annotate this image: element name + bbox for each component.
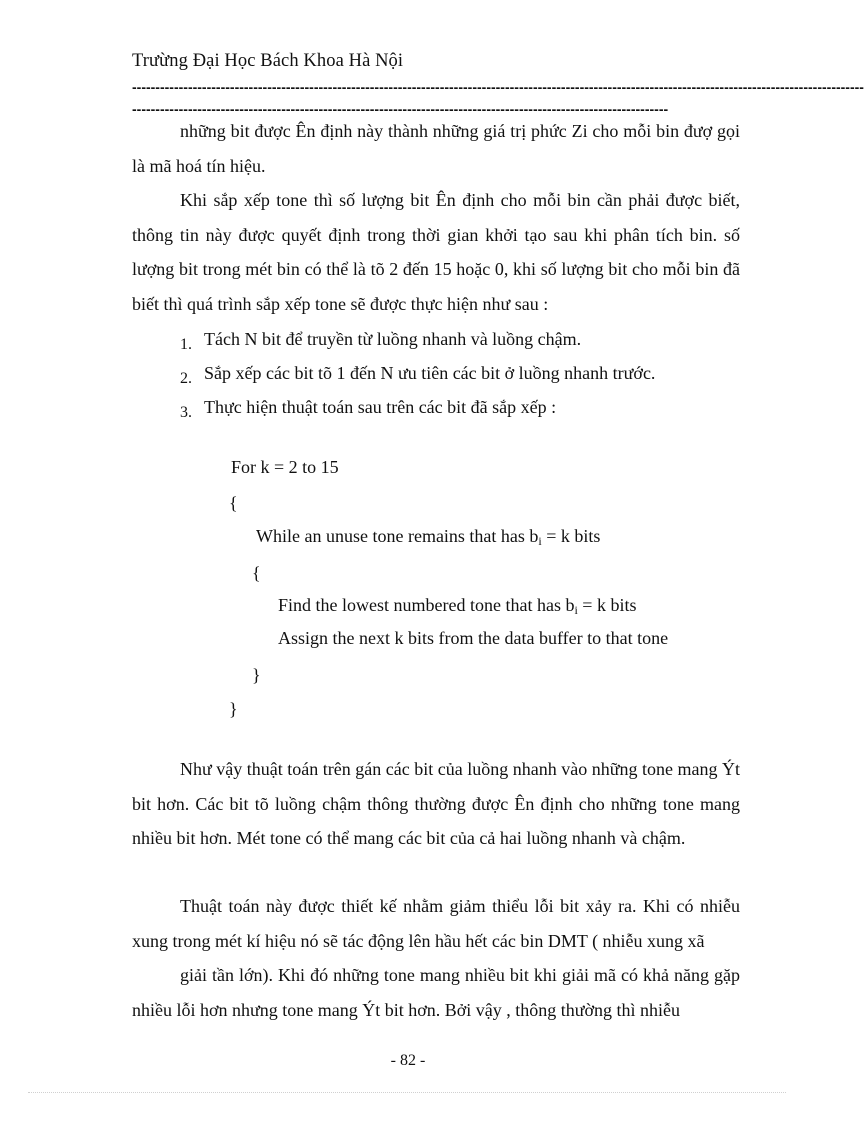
code-find-tail: = k bits <box>577 595 637 615</box>
list-item <box>180 390 556 426</box>
code-find-text: Find the lowest numbered tone that has b <box>278 595 575 615</box>
page-header-title: Trưừng Đại Học Bách Khoa Hà Nội <box>132 51 404 71</box>
code-while-tail: = k bits <box>541 526 601 546</box>
code-for-line: For k = 2 to 15 <box>231 457 339 477</box>
code-open-brace-inner: { <box>252 563 261 583</box>
code-open-brace-outer: { <box>229 493 238 513</box>
header-separator-line-2: ------------------------------------------------------------------------------------------------------------------- <box>132 101 669 117</box>
paragraph-2 <box>132 183 740 321</box>
paragraph-3 <box>132 752 740 856</box>
list-item-number: 3. <box>180 404 192 421</box>
list-item <box>180 356 655 392</box>
list-item-number: 1. <box>180 336 192 353</box>
code-while-text: While an unuse tone remains that has b <box>256 526 539 546</box>
list-item-text: Sắp xếp các bit tõ 1 đến N ưu tiên các bit ở luồng nhanh trước. <box>204 363 656 383</box>
paragraph-1-text: những bit được Ên định này thành những giá trị phức Zi cho mỗi bin đượ gọi là mã hoá tín hiệu. <box>132 121 740 176</box>
code-while-subscript: i <box>538 534 542 548</box>
list-item <box>180 322 581 358</box>
paragraph-3-text: Như vậy thuật toán trên gán các bit của luồng nhanh vào những tone mang Ýt bit hơn. Các bit tõ luồng chậm thông thường được Ên định cho những tone mang nhiều bit hơn. Mét tone có thể mang các bit của cả hai luồng nhanh và chậm. <box>132 759 740 848</box>
page-number: - 82 - <box>390 1052 426 1069</box>
code-close-brace-outer: } <box>229 699 238 719</box>
list-item-text: Thực hiện thuật toán sau trên các bit đã sắp xếp : <box>204 397 557 417</box>
paragraph-2-text: Khi sắp xếp tone thì số lượng bit Ên định cho mỗi bin cần phải được biết, thông tin này được quyết định trong thời gian khởi tạo sau khi phân tích bin. số lượng bit trong mét bin có thể là tõ 2 đến 15 hoặc 0, khi số lượng bit cho mỗi bin đã biết thì quá trình sắp xếp tone sẽ được thực hiện như sau : <box>132 190 740 314</box>
code-while-line <box>256 519 600 558</box>
paragraph-1 <box>132 114 740 183</box>
paragraph-4-text: Thuật toán này được thiết kế nhằm giảm thiểu lỗi bit xảy ra. Khi có nhiễu xung trong mét kí hiệu nó sẽ tác động lên hầu hết các bin DMT ( nhiễu xung xã <box>132 896 740 951</box>
paragraph-5 <box>132 958 740 1027</box>
code-assign-line: Assign the next k bits from the data buffer to that tone <box>278 628 669 648</box>
code-find-subscript: i <box>574 603 578 617</box>
code-close-brace-inner: } <box>252 665 261 685</box>
list-item-number: 2. <box>180 370 192 387</box>
list-item-text: Tách N bit để truyền từ luồng nhanh và luồng chậm. <box>204 329 582 349</box>
footer-divider <box>28 1092 786 1093</box>
paragraph-4 <box>132 889 740 958</box>
paragraph-5-text: giải tần lớn). Khi đó những tone mang nhiều bit khi giải mã có khả năng gặp nhiều lỗi hơn nhưng tone mang Ýt bit hơn. Bởi vậy , thông thường thì nhiễu <box>132 965 740 1020</box>
header-separator-line-1: ------------------------------------------------------------------------------------------------------------------------------------------------------------- <box>132 79 864 95</box>
